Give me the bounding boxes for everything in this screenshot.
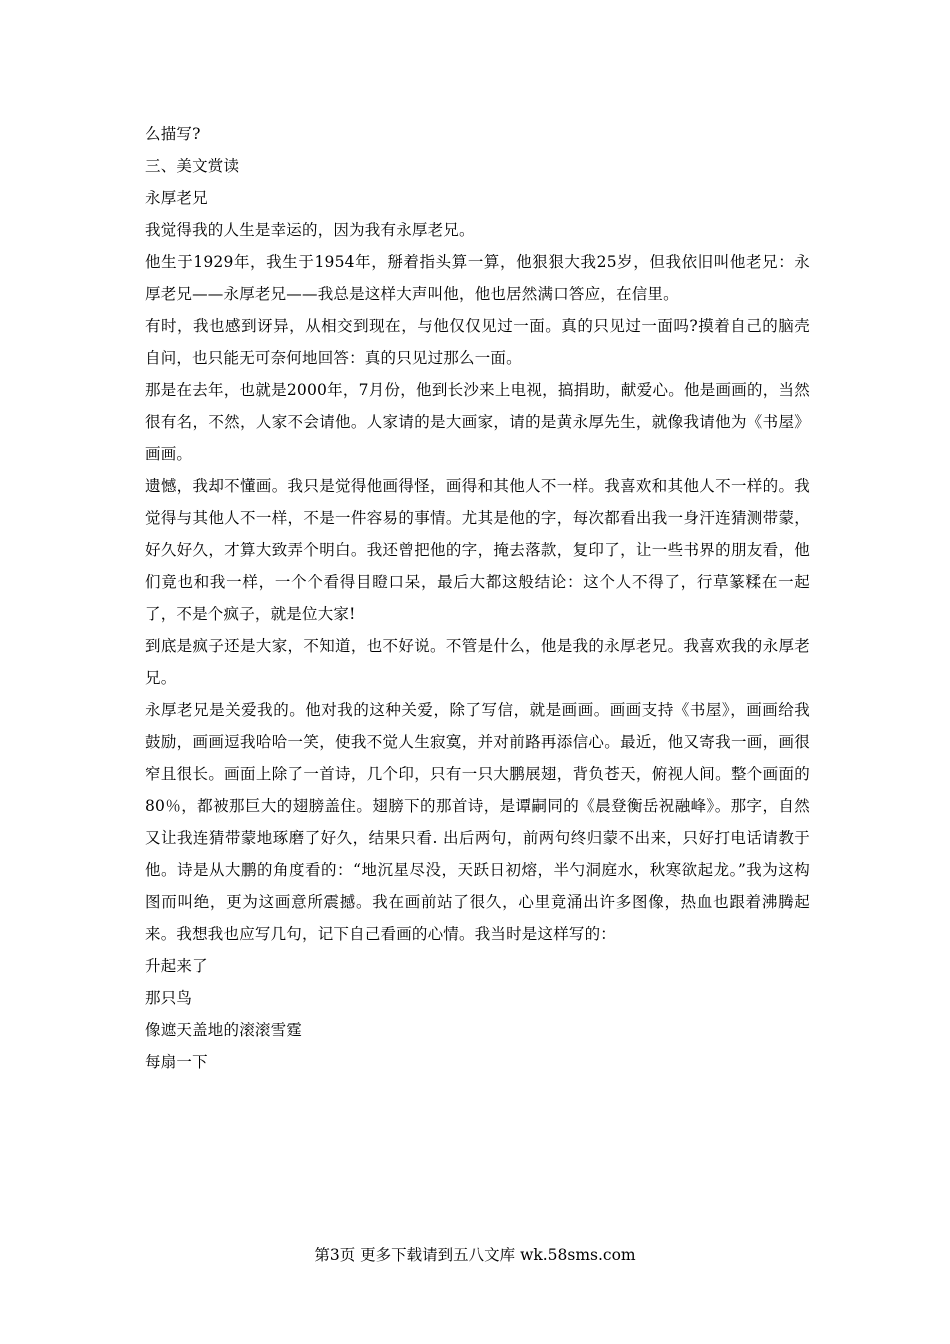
paragraph: 他生于1929年，我生于1954年，掰着指头算一算，他狠狠大我25岁，但我依旧叫他老兄：永厚老兄——永厚老兄——我总是这样大声叫他，他也居然满口答应，在信里。 xyxy=(145,253,810,303)
poem-line: 像遮天盖地的滚滚雪霆 xyxy=(145,1021,303,1039)
paragraph: 永厚老兄是关爱我的。他对我的这种关爱，除了写信，就是画画。画画支持《书屋》，画画给我鼓励，画画逗我哈哈一笑，使我不觉人生寂寞，并对前路再添信心。最近，他又寄我一画，画很窄且很长。画面上除了一首诗，几个印，只有一只大鹏展翅，背负苍天，俯视人间。整个画面的80％，都被那巨大的翅膀盖住。翅膀下的那首诗，是谭嗣同的《晨登衡岳祝融峰》。那字，自然又让我连猜带蒙地琢磨了好久，结果只看. 出后两句，前两句终归蒙不出来，只好打电话请教于他。诗是从大鹏的角度看的：“地沉星尽没，天跃日初熔，半勺洞庭水，秋寒欲起龙。”我为这构图而叫绝，更为这画意所震撼。我在画前站了很久，心里竟涌出许多图像，热血也跟着沸腾起来。我想我也应写几句，记下自己看画的心情。我当时是这样写的： xyxy=(145,701,810,943)
paragraph: 遗憾，我却不懂画。我只是觉得他画得怪，画得和其他人不一样。我喜欢和其他人不一样的。我觉得与其他人不一样，不是一件容易的事情。尤其是他的字，每次都看出我一身汗连猜测带蒙，好久好久，才算大致弄个明白。我还曾把他的字，掩去落款，复印了，让一些书界的朋友看，他们竟也和我一样，一个个看得目瞪口呆，最后大都这般结论：这个人不得了，行草篆糅在一起了，不是个疯子，就是位大家! xyxy=(145,477,810,623)
poem-line: 升起来了 xyxy=(145,957,208,975)
poem-line: 那只鸟 xyxy=(145,989,193,1007)
paragraph: 有时，我也感到讶异，从相交到现在，与他仅仅见过一面。真的只见过一面吗?摸着自己的脑壳自问，也只能无可奈何地回答：真的只见过那么一面。 xyxy=(145,317,810,367)
document-body xyxy=(145,118,810,1078)
section-heading: 三、美文赏读 xyxy=(145,157,240,175)
article-title: 永厚老兄 xyxy=(145,189,208,207)
paragraph: 到底是疯子还是大家，不知道，也不好说。不管是什么，他是我的永厚老兄。我喜欢我的永厚老兄。 xyxy=(145,637,810,687)
paragraph: 我觉得我的人生是幸运的，因为我有永厚老兄。 xyxy=(145,221,475,239)
page-footer: 第3页 更多下载请到五八文库 wk.58sms.com xyxy=(314,1246,636,1264)
poem-line: 每扇一下 xyxy=(145,1053,208,1071)
paragraph: 那是在去年，也就是2000年，7月份，他到长沙来上电视，搞捐助，献爱心。他是画画的，当然很有名，不然，人家不会请他。人家请的是大画家，请的是黄永厚先生，就像我请他为《书屋》画画。 xyxy=(145,381,810,463)
paragraph-continuation: 么描写? xyxy=(145,125,201,143)
